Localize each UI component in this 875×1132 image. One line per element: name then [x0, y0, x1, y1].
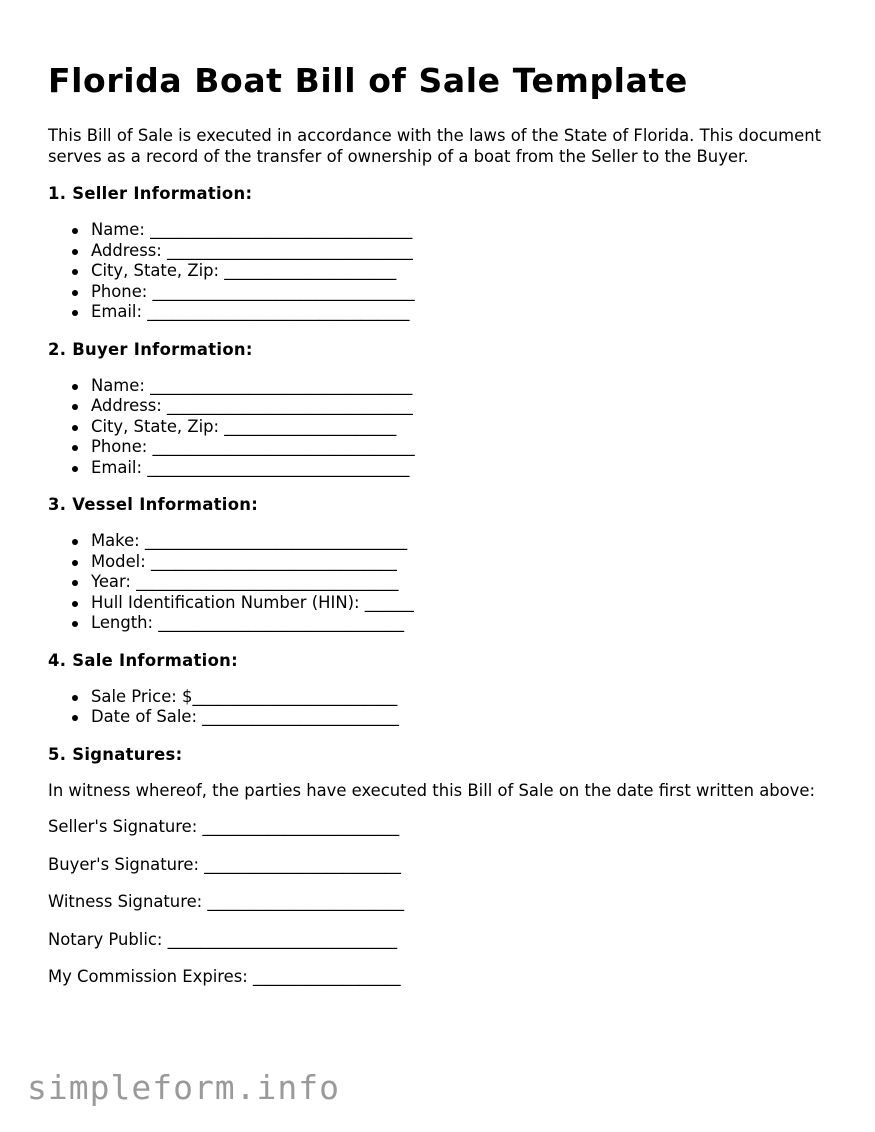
bullet-icon	[72, 466, 78, 472]
vessel-hin-field[interactable]: Hull Identification Number (HIN): ______	[91, 593, 838, 614]
sale-section-heading: 4. Sale Information:	[48, 650, 238, 670]
bullet-icon	[72, 404, 78, 410]
bullet-icon	[72, 290, 78, 296]
buyer-phone-field[interactable]: Phone: ________________________________	[91, 437, 838, 458]
commission-expires-field[interactable]: My Commission Expires: __________________	[48, 967, 401, 986]
bullet-icon	[72, 539, 78, 545]
buyer-fields-list	[48, 376, 838, 479]
vessel-section-heading: 3. Vessel Information:	[48, 495, 259, 514]
buyer-email-field[interactable]: Email: ________________________________	[91, 458, 838, 479]
document-title: Florida Boat Bill of Sale Template	[48, 61, 688, 100]
sale-date-field[interactable]: Date of Sale: ________________________	[91, 707, 838, 728]
seller-city-state-zip-field[interactable]: City, State, Zip: _____________________	[91, 261, 838, 282]
buyer-city-state-zip-field[interactable]: City, State, Zip: _____________________	[91, 417, 838, 438]
seller-email-field[interactable]: Email: ________________________________	[91, 302, 838, 323]
seller-signature-field[interactable]: Seller's Signature: ________________________	[48, 817, 400, 836]
seller-address-field[interactable]: Address: ______________________________	[91, 241, 838, 262]
bullet-icon	[72, 384, 78, 390]
vessel-model-field[interactable]: Model: ______________________________	[91, 552, 838, 573]
witness-signature-field[interactable]: Witness Signature: ________________________	[48, 892, 405, 911]
seller-section-heading: 1. Seller Information:	[48, 184, 253, 203]
document-page	[48, 58, 838, 1005]
seller-fields-list	[48, 220, 838, 323]
watermark-text: simpleform.info	[27, 1068, 341, 1107]
signatures-section-heading: 5. Signatures:	[48, 744, 183, 764]
bullet-icon	[72, 425, 78, 431]
bullet-icon	[72, 695, 78, 701]
buyer-address-field[interactable]: Address: ______________________________	[91, 396, 838, 417]
bullet-icon	[72, 310, 78, 316]
vessel-length-field[interactable]: Length: ______________________________	[91, 613, 838, 634]
bullet-icon	[72, 228, 78, 234]
sale-price-field[interactable]: Sale Price: $_________________________	[91, 687, 838, 708]
seller-name-field[interactable]: Name: ________________________________	[91, 220, 838, 241]
bullet-icon	[72, 715, 78, 721]
bullet-icon	[72, 249, 78, 255]
buyer-name-field[interactable]: Name: ________________________________	[91, 376, 838, 397]
buyer-signature-field[interactable]: Buyer's Signature: ________________________	[48, 854, 401, 874]
witness-statement: In witness whereof, the parties have executed this Bill of Sale on the date first written above:	[48, 780, 815, 800]
bullet-icon	[72, 621, 78, 627]
bullet-icon	[72, 601, 78, 607]
buyer-section-heading: 2. Buyer Information:	[48, 339, 253, 359]
vessel-make-field[interactable]: Make: ________________________________	[91, 531, 838, 552]
notary-public-field[interactable]: Notary Public: ____________________________	[48, 929, 398, 949]
vessel-fields-list	[48, 531, 838, 634]
bullet-icon	[72, 269, 78, 275]
intro-paragraph: This Bill of Sale is executed in accordance with the laws of the State of Florida. This document serves as a record of the transfer of ownership of a boat from the Seller to the Buyer.	[48, 126, 822, 166]
bullet-icon	[72, 580, 78, 586]
vessel-year-field[interactable]: Year: ________________________________	[91, 572, 838, 593]
bullet-icon	[72, 560, 78, 566]
seller-phone-field[interactable]: Phone: ________________________________	[91, 282, 838, 303]
sale-fields-list	[48, 687, 838, 728]
bullet-icon	[72, 445, 78, 451]
